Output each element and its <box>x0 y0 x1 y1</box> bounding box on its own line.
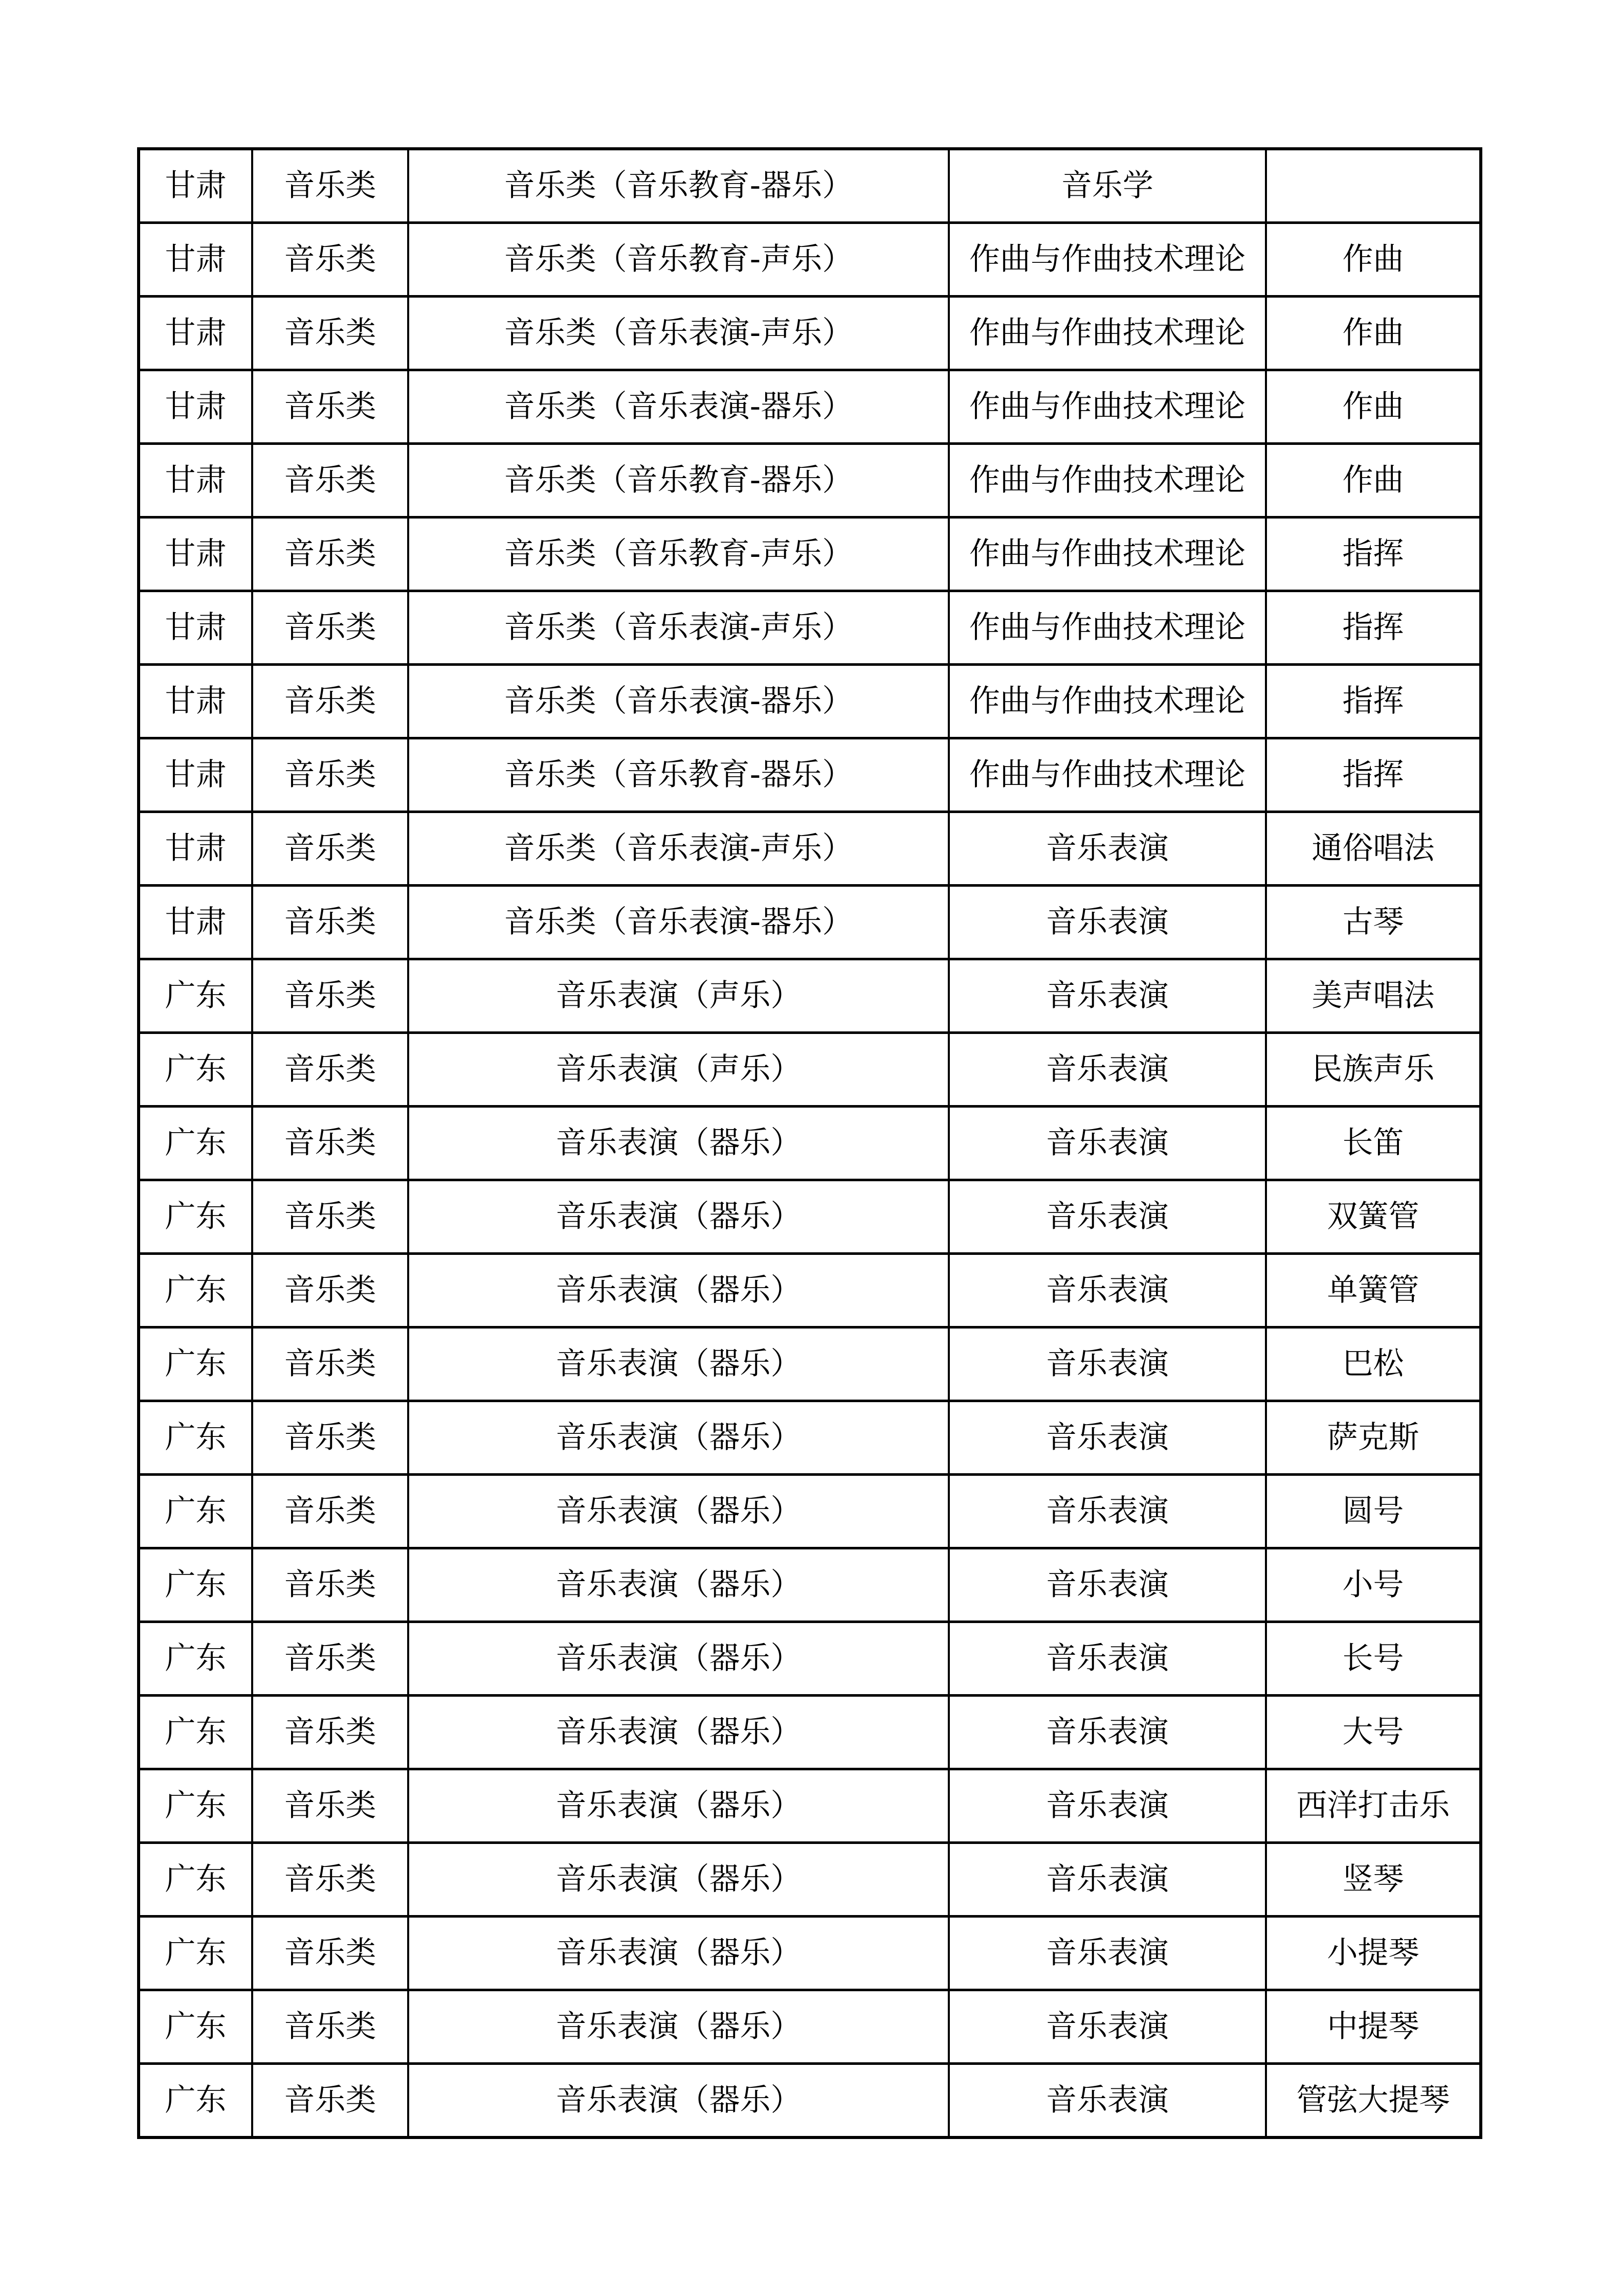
cell-category: 音乐类 <box>252 1769 408 1843</box>
cell-major: 音乐表演 <box>949 1769 1266 1843</box>
table-row <box>139 1917 1481 1990</box>
cell-subcategory: 音乐类（音乐教育-器乐） <box>408 738 949 812</box>
cell-province: 甘肃 <box>139 297 252 370</box>
cell-major: 作曲与作曲技术理论 <box>949 444 1266 517</box>
cell-category: 音乐类 <box>252 1033 408 1107</box>
cell-category: 音乐类 <box>252 1696 408 1769</box>
cell-direction: 指挥 <box>1266 591 1481 665</box>
table-row <box>139 886 1481 959</box>
cell-major: 音乐表演 <box>949 1107 1266 1180</box>
cell-category: 音乐类 <box>252 2064 408 2138</box>
cell-category: 音乐类 <box>252 223 408 297</box>
cell-major: 作曲与作曲技术理论 <box>949 665 1266 738</box>
cell-direction: 长号 <box>1266 1622 1481 1696</box>
cell-direction: 作曲 <box>1266 223 1481 297</box>
cell-province: 甘肃 <box>139 886 252 959</box>
cell-province: 广东 <box>139 959 252 1033</box>
cell-category: 音乐类 <box>252 517 408 591</box>
cell-major: 音乐表演 <box>949 886 1266 959</box>
cell-category: 音乐类 <box>252 886 408 959</box>
table-row <box>139 1696 1481 1769</box>
cell-subcategory: 音乐表演（器乐） <box>408 1254 949 1327</box>
cell-subcategory: 音乐表演（器乐） <box>408 1327 949 1401</box>
table-row <box>139 1622 1481 1696</box>
cell-direction: 指挥 <box>1266 738 1481 812</box>
cell-direction: 长笛 <box>1266 1107 1481 1180</box>
cell-direction: 萨克斯 <box>1266 1401 1481 1475</box>
table-row <box>139 1475 1481 1548</box>
cell-category: 音乐类 <box>252 959 408 1033</box>
cell-category: 音乐类 <box>252 1475 408 1548</box>
cell-subcategory: 音乐表演（器乐） <box>408 1843 949 1917</box>
table-row <box>139 1180 1481 1254</box>
cell-province: 广东 <box>139 1843 252 1917</box>
cell-subcategory: 音乐类（音乐教育-声乐） <box>408 517 949 591</box>
cell-direction: 中提琴 <box>1266 1990 1481 2064</box>
cell-category: 音乐类 <box>252 1107 408 1180</box>
table-row <box>139 297 1481 370</box>
cell-subcategory: 音乐类（音乐表演-器乐） <box>408 886 949 959</box>
cell-category: 音乐类 <box>252 370 408 444</box>
cell-direction: 指挥 <box>1266 665 1481 738</box>
cell-subcategory: 音乐类（音乐表演-器乐） <box>408 370 949 444</box>
cell-direction: 西洋打击乐 <box>1266 1769 1481 1843</box>
cell-major: 作曲与作曲技术理论 <box>949 517 1266 591</box>
cell-major: 音乐表演 <box>949 1696 1266 1769</box>
cell-subcategory: 音乐表演（器乐） <box>408 1401 949 1475</box>
cell-direction: 作曲 <box>1266 297 1481 370</box>
cell-category: 音乐类 <box>252 665 408 738</box>
cell-direction: 作曲 <box>1266 444 1481 517</box>
cell-category: 音乐类 <box>252 1327 408 1401</box>
admissions-table <box>137 147 1482 2139</box>
cell-province: 广东 <box>139 1107 252 1180</box>
cell-subcategory: 音乐表演（器乐） <box>408 1180 949 1254</box>
cell-subcategory: 音乐类（音乐表演-器乐） <box>408 665 949 738</box>
table-row <box>139 959 1481 1033</box>
cell-category: 音乐类 <box>252 1254 408 1327</box>
cell-province: 广东 <box>139 1696 252 1769</box>
cell-direction: 指挥 <box>1266 517 1481 591</box>
cell-major: 音乐表演 <box>949 1622 1266 1696</box>
table-row <box>139 812 1481 886</box>
cell-major: 音乐表演 <box>949 1033 1266 1107</box>
cell-subcategory: 音乐表演（器乐） <box>408 1475 949 1548</box>
cell-province: 甘肃 <box>139 149 252 223</box>
table-row <box>139 591 1481 665</box>
cell-subcategory: 音乐表演（器乐） <box>408 1769 949 1843</box>
cell-province: 广东 <box>139 1769 252 1843</box>
cell-subcategory: 音乐表演（器乐） <box>408 1917 949 1990</box>
cell-major: 音乐表演 <box>949 2064 1266 2138</box>
cell-province: 甘肃 <box>139 444 252 517</box>
cell-province: 甘肃 <box>139 370 252 444</box>
cell-direction: 大号 <box>1266 1696 1481 1769</box>
cell-province: 甘肃 <box>139 665 252 738</box>
cell-subcategory: 音乐类（音乐教育-器乐） <box>408 149 949 223</box>
cell-subcategory: 音乐类（音乐教育-声乐） <box>408 223 949 297</box>
table-row <box>139 1254 1481 1327</box>
cell-direction: 管弦大提琴 <box>1266 2064 1481 2138</box>
cell-direction: 美声唱法 <box>1266 959 1481 1033</box>
cell-category: 音乐类 <box>252 149 408 223</box>
cell-province: 甘肃 <box>139 738 252 812</box>
cell-category: 音乐类 <box>252 591 408 665</box>
cell-major: 音乐表演 <box>949 959 1266 1033</box>
cell-province: 广东 <box>139 1033 252 1107</box>
cell-subcategory: 音乐类（音乐教育-器乐） <box>408 444 949 517</box>
cell-category: 音乐类 <box>252 812 408 886</box>
table-row <box>139 1769 1481 1843</box>
cell-category: 音乐类 <box>252 297 408 370</box>
table-row <box>139 1548 1481 1622</box>
cell-major: 音乐表演 <box>949 1548 1266 1622</box>
cell-category: 音乐类 <box>252 1622 408 1696</box>
cell-subcategory: 音乐表演（声乐） <box>408 1033 949 1107</box>
cell-direction: 作曲 <box>1266 370 1481 444</box>
cell-direction: 民族声乐 <box>1266 1033 1481 1107</box>
cell-major: 音乐表演 <box>949 1990 1266 2064</box>
cell-direction: 竖琴 <box>1266 1843 1481 1917</box>
table-body <box>139 149 1481 2137</box>
cell-direction: 单簧管 <box>1266 1254 1481 1327</box>
cell-major: 音乐表演 <box>949 1475 1266 1548</box>
table-row <box>139 1033 1481 1107</box>
cell-subcategory: 音乐表演（器乐） <box>408 1107 949 1180</box>
table-row <box>139 1107 1481 1180</box>
cell-province: 广东 <box>139 1254 252 1327</box>
cell-province: 甘肃 <box>139 223 252 297</box>
cell-category: 音乐类 <box>252 1401 408 1475</box>
cell-subcategory: 音乐表演（器乐） <box>408 1696 949 1769</box>
cell-province: 广东 <box>139 2064 252 2138</box>
cell-category: 音乐类 <box>252 1180 408 1254</box>
cell-major: 音乐表演 <box>949 1401 1266 1475</box>
table-row <box>139 1843 1481 1917</box>
cell-subcategory: 音乐类（音乐表演-声乐） <box>408 812 949 886</box>
cell-category: 音乐类 <box>252 1917 408 1990</box>
cell-subcategory: 音乐表演（声乐） <box>408 959 949 1033</box>
cell-category: 音乐类 <box>252 1990 408 2064</box>
cell-subcategory: 音乐类（音乐表演-声乐） <box>408 591 949 665</box>
table-row <box>139 738 1481 812</box>
cell-major: 音乐表演 <box>949 1917 1266 1990</box>
cell-major: 作曲与作曲技术理论 <box>949 223 1266 297</box>
cell-major: 作曲与作曲技术理论 <box>949 370 1266 444</box>
cell-subcategory: 音乐表演（器乐） <box>408 1990 949 2064</box>
table-row <box>139 2064 1481 2138</box>
table-row <box>139 1327 1481 1401</box>
table-row <box>139 1990 1481 2064</box>
cell-subcategory: 音乐类（音乐表演-声乐） <box>408 297 949 370</box>
cell-direction: 通俗唱法 <box>1266 812 1481 886</box>
cell-major: 作曲与作曲技术理论 <box>949 297 1266 370</box>
table-row <box>139 1401 1481 1475</box>
table-row <box>139 517 1481 591</box>
cell-province: 广东 <box>139 1990 252 2064</box>
cell-major: 音乐表演 <box>949 812 1266 886</box>
cell-major: 音乐表演 <box>949 1327 1266 1401</box>
cell-major: 作曲与作曲技术理论 <box>949 738 1266 812</box>
cell-direction <box>1266 149 1481 223</box>
cell-province: 广东 <box>139 1475 252 1548</box>
cell-direction: 双簧管 <box>1266 1180 1481 1254</box>
cell-direction: 古琴 <box>1266 886 1481 959</box>
table-row <box>139 223 1481 297</box>
cell-province: 甘肃 <box>139 517 252 591</box>
cell-major: 作曲与作曲技术理论 <box>949 591 1266 665</box>
cell-province: 广东 <box>139 1548 252 1622</box>
cell-major: 音乐表演 <box>949 1254 1266 1327</box>
table-row <box>139 149 1481 223</box>
cell-major: 音乐表演 <box>949 1180 1266 1254</box>
admissions-table-container <box>137 147 1479 2139</box>
cell-province: 广东 <box>139 1401 252 1475</box>
table-row <box>139 665 1481 738</box>
cell-direction: 小提琴 <box>1266 1917 1481 1990</box>
cell-province: 广东 <box>139 1917 252 1990</box>
cell-province: 甘肃 <box>139 812 252 886</box>
cell-direction: 小号 <box>1266 1548 1481 1622</box>
cell-category: 音乐类 <box>252 444 408 517</box>
cell-major: 音乐学 <box>949 149 1266 223</box>
cell-province: 甘肃 <box>139 591 252 665</box>
cell-category: 音乐类 <box>252 738 408 812</box>
cell-category: 音乐类 <box>252 1548 408 1622</box>
cell-subcategory: 音乐表演（器乐） <box>408 1622 949 1696</box>
cell-province: 广东 <box>139 1180 252 1254</box>
cell-category: 音乐类 <box>252 1843 408 1917</box>
cell-direction: 圆号 <box>1266 1475 1481 1548</box>
cell-direction: 巴松 <box>1266 1327 1481 1401</box>
cell-subcategory: 音乐表演（器乐） <box>408 1548 949 1622</box>
cell-subcategory: 音乐表演（器乐） <box>408 2064 949 2138</box>
table-row <box>139 444 1481 517</box>
table-row <box>139 370 1481 444</box>
cell-major: 音乐表演 <box>949 1843 1266 1917</box>
cell-province: 广东 <box>139 1327 252 1401</box>
cell-province: 广东 <box>139 1622 252 1696</box>
